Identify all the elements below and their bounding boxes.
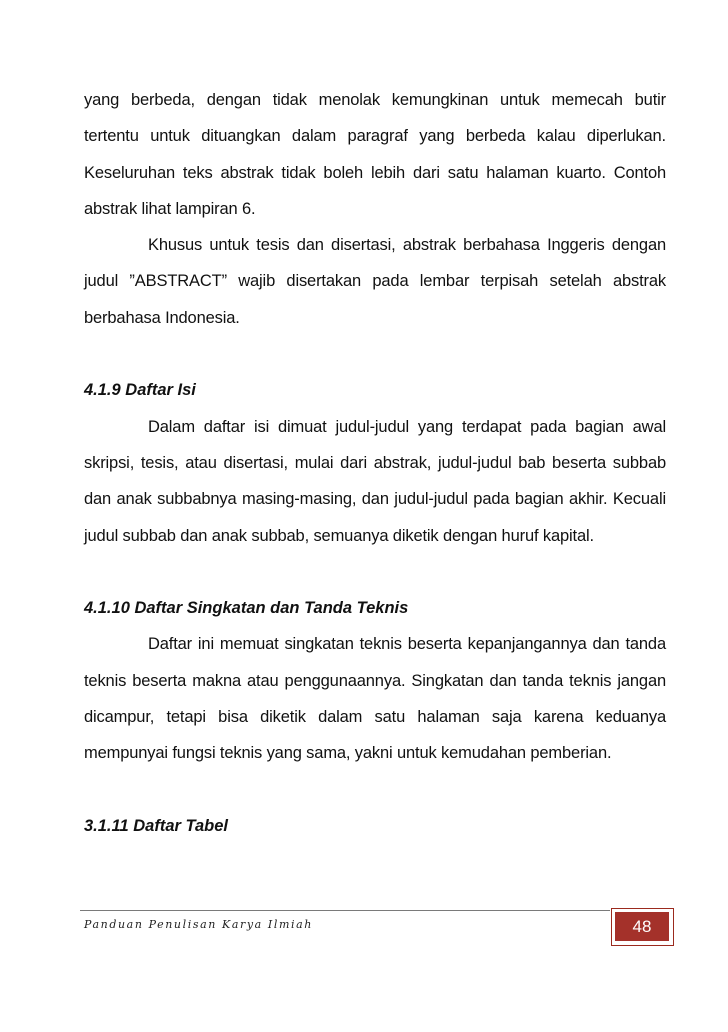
- spacer: [84, 554, 666, 590]
- footer-divider: [80, 910, 610, 911]
- paragraph-daftar-singkatan: Daftar ini memuat singkatan teknis beserta kepanjangannya dan tanda teknis beserta makna atau penggunaannya. Singkatan dan tanda teknis jangan dicampur, tetapi bisa diketik dalam satu halaman saja karena keduanya mempunyai fungsi teknis yang sama, yakni untuk kemudahan pemberian.: [84, 635, 666, 763]
- page-number-badge: [611, 908, 674, 946]
- page-number: 48: [615, 912, 669, 941]
- spacer: [84, 336, 666, 372]
- spacer: [84, 772, 666, 808]
- section-heading-daftar-tabel: 3.1.11 Daftar Tabel: [84, 816, 228, 835]
- section-heading-daftar-isi: 4.1.9 Daftar Isi: [84, 381, 196, 400]
- paragraph-daftar-isi: Dalam daftar isi dimuat judul-judul yang terdapat pada bagian awal skripsi, tesis, atau disertasi, mulai dari abstrak, judul-judul bab beserta subbab dan anak subbabnya masing-masing, dan judul-judul pada bagian akhir. Kecuali judul subbab dan anak subbab, semuanya diketik dengan huruf kapital.: [84, 417, 666, 545]
- page-body: [84, 82, 666, 844]
- paragraph-abstract-english: Khusus untuk tesis dan disertasi, abstrak berbahasa Inggeris dengan judul ”ABSTRACT” wajib disertakan pada lembar terpisah setelah abstrak berbahasa Indonesia.: [84, 236, 666, 327]
- section-heading-daftar-singkatan: 4.1.10 Daftar Singkatan dan Tanda Teknis: [84, 599, 409, 618]
- footer-title: Panduan Penulisan Karya Ilmiah: [84, 918, 313, 931]
- paragraph-abstract-continued: yang berbeda, dengan tidak menolak kemungkinan untuk memecah butir tertentu untuk dituangkan dalam paragraf yang berbeda kalau diperlukan. Keseluruhan teks abstrak tidak boleh lebih dari satu halaman kuarto. Contoh abstrak lihat lampiran 6.: [84, 91, 666, 218]
